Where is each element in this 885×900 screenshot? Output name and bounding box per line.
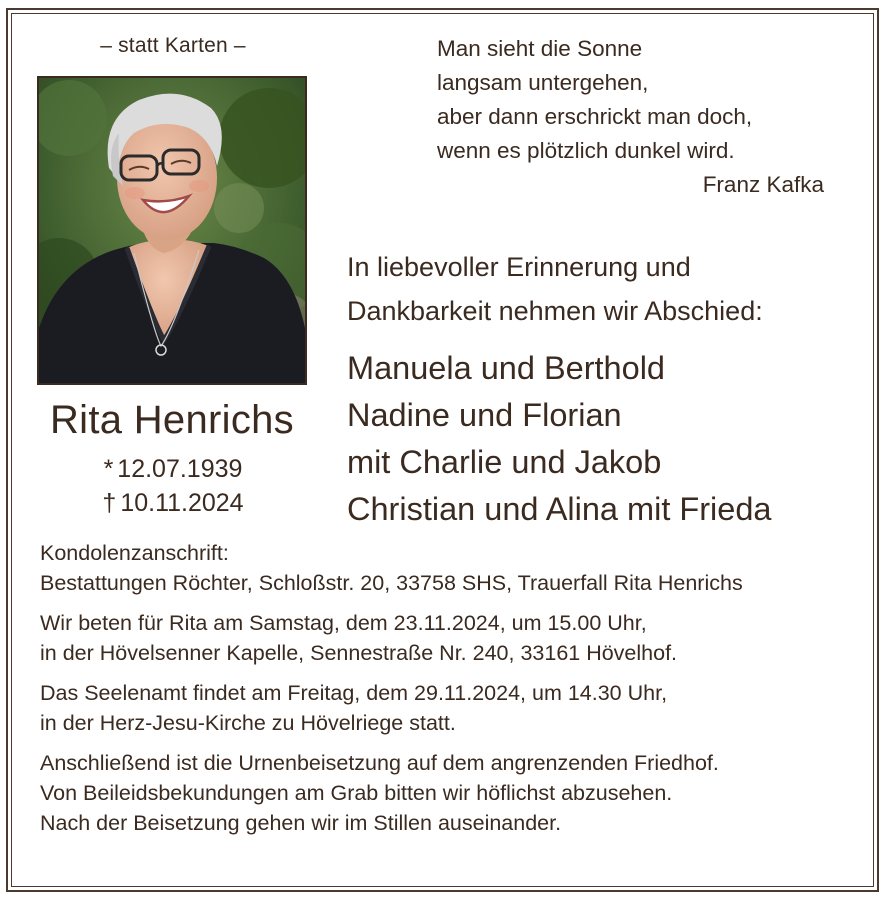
quote-author: Franz Kafka: [702, 172, 824, 197]
family-line: mit Charlie und Jakob: [347, 444, 662, 480]
quote-line: Man sieht die Sonne: [437, 36, 643, 61]
statt-karten-label: – statt Karten –: [100, 34, 246, 57]
details-line: Nach der Beisetzung gehen wir im Stillen auseinander.: [40, 811, 562, 835]
kafka-quote: [437, 32, 852, 202]
death-date: 10.11.2024: [120, 489, 244, 517]
intro-line: Dankbarkeit nehmen wir Abschied:: [347, 296, 763, 326]
birth-date: 12.07.1939: [117, 455, 243, 483]
family-names: [347, 345, 867, 533]
details-section: [40, 538, 870, 848]
prayer-service: [40, 608, 870, 668]
quote-line: wenn es plötzlich dunkel wird.: [437, 138, 735, 163]
intro-line: In liebevoller Erinnerung und: [347, 252, 691, 282]
farewell-intro: [347, 245, 867, 333]
details-line: Kondolenzanschrift:: [40, 541, 229, 565]
family-line: Manuela und Berthold: [347, 350, 666, 386]
burial-notes: [40, 748, 870, 838]
details-line: Anschließend ist die Urnenbeisetzung auf dem angrenzenden Friedhof.: [40, 751, 719, 775]
portrait-photo: [37, 76, 307, 385]
details-line: in der Herz-Jesu-Kirche zu Hövelriege statt.: [40, 711, 456, 735]
family-line: Christian und Alina mit Frieda: [347, 491, 772, 527]
birth-date-line: [40, 452, 306, 486]
family-line: Nadine und Florian: [347, 397, 622, 433]
death-cross-icon: †: [102, 489, 117, 517]
quote-line: langsam untergehen,: [437, 70, 649, 95]
details-line: Bestattungen Röchter, Schloßstr. 20, 33758 SHS, Trauerfall Rita Henrichs: [40, 571, 743, 595]
details-line: Von Beileidsbekundungen am Grab bitten wir höflichst abzusehen.: [40, 781, 673, 805]
details-line: in der Hövelsenner Kapelle, Sennestraße Nr. 240, 33161 Hövelhof.: [40, 641, 678, 665]
death-date-line: [40, 486, 306, 520]
life-dates: [40, 452, 306, 520]
requiem-mass: [40, 678, 870, 738]
deceased-name: Rita Henrichs: [50, 398, 294, 442]
quote-line: aber dann erschrickt man doch,: [437, 104, 753, 129]
condolence-address: [40, 538, 870, 598]
details-line: Das Seelenamt findet am Freitag, dem 29.11.2024, um 14.30 Uhr,: [40, 681, 668, 705]
birth-star-icon: *: [103, 455, 114, 483]
details-line: Wir beten für Rita am Samstag, dem 23.11.2024, um 15.00 Uhr,: [40, 611, 647, 635]
portrait-illustration: [39, 78, 305, 383]
